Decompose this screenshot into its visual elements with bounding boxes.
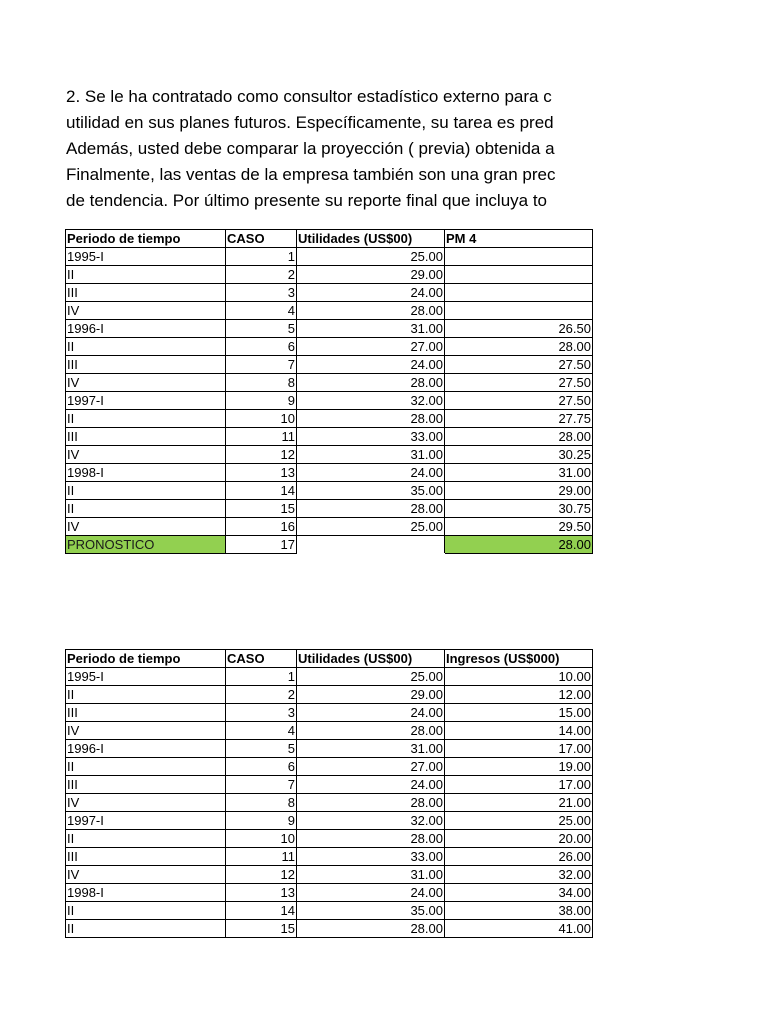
case-cell[interactable]: 13: [226, 464, 297, 482]
profits-cell[interactable]: 25.00: [297, 668, 445, 686]
period-cell[interactable]: III: [66, 284, 226, 302]
profits-cell[interactable]: 32.00: [297, 812, 445, 830]
moving-average-table: [65, 229, 593, 554]
case-cell[interactable]: 15: [226, 920, 297, 938]
profits-cell[interactable]: 31.00: [297, 320, 445, 338]
table-row: [66, 740, 593, 758]
table-row: [66, 392, 593, 410]
revenue-cell[interactable]: 17.00: [445, 776, 593, 794]
period-cell[interactable]: III: [66, 776, 226, 794]
case-cell[interactable]: 4: [226, 722, 297, 740]
revenue-cell[interactable]: 38.00: [445, 902, 593, 920]
case-cell[interactable]: 10: [226, 830, 297, 848]
table-row: [66, 848, 593, 866]
revenue-cell[interactable]: 25.00: [445, 812, 593, 830]
profits-cell[interactable]: 35.00: [297, 482, 445, 500]
pm4-cell[interactable]: 31.00: [445, 464, 593, 482]
forecast-case[interactable]: 17: [226, 536, 297, 554]
pm4-cell[interactable]: 27.50: [445, 374, 593, 392]
case-cell[interactable]: 8: [226, 794, 297, 812]
revenue-cell[interactable]: 10.00: [445, 668, 593, 686]
period-cell[interactable]: 1995-I: [66, 668, 226, 686]
pm4-cell[interactable]: 30.25: [445, 446, 593, 464]
statement-line: Además, usted debe comparar la proyección ( previa) obtenida a: [66, 139, 555, 158]
table-row: [66, 668, 593, 686]
profits-cell[interactable]: 27.00: [297, 338, 445, 356]
revenue-cell[interactable]: 20.00: [445, 830, 593, 848]
table-row: [66, 902, 593, 920]
case-cell[interactable]: 4: [226, 302, 297, 320]
header-period[interactable]: Periodo de tiempo: [66, 230, 226, 248]
table-row: [66, 446, 593, 464]
period-cell[interactable]: III: [66, 428, 226, 446]
problem-statement: [66, 84, 602, 214]
case-cell[interactable]: 7: [226, 356, 297, 374]
table-row: [66, 884, 593, 902]
table-header-row: [66, 230, 593, 248]
header-profits[interactable]: Utilidades (US$00): [297, 230, 445, 248]
header-case[interactable]: CASO: [226, 230, 297, 248]
forecast-profits[interactable]: [297, 536, 445, 554]
case-cell[interactable]: 1: [226, 248, 297, 266]
table-row: [66, 338, 593, 356]
period-cell[interactable]: II: [66, 410, 226, 428]
case-cell[interactable]: 5: [226, 740, 297, 758]
pm4-cell[interactable]: [445, 248, 593, 266]
profits-cell[interactable]: 28.00: [297, 920, 445, 938]
revenue-cell[interactable]: 12.00: [445, 686, 593, 704]
period-cell[interactable]: IV: [66, 446, 226, 464]
header-case[interactable]: CASO: [226, 650, 297, 668]
period-cell[interactable]: 1998-I: [66, 884, 226, 902]
table-row: [66, 410, 593, 428]
case-cell[interactable]: 14: [226, 902, 297, 920]
profits-cell[interactable]: 28.00: [297, 722, 445, 740]
revenue-cell[interactable]: 41.00: [445, 920, 593, 938]
case-cell[interactable]: 9: [226, 392, 297, 410]
period-cell[interactable]: IV: [66, 722, 226, 740]
pm4-cell[interactable]: 27.50: [445, 356, 593, 374]
case-cell[interactable]: 9: [226, 812, 297, 830]
case-cell[interactable]: 6: [226, 758, 297, 776]
table-row: [66, 686, 593, 704]
pm4-cell[interactable]: [445, 284, 593, 302]
pm4-cell[interactable]: 29.00: [445, 482, 593, 500]
period-cell[interactable]: IV: [66, 518, 226, 536]
table-row: [66, 812, 593, 830]
profits-cell[interactable]: 27.00: [297, 758, 445, 776]
revenue-cell[interactable]: 32.00: [445, 866, 593, 884]
profits-cell[interactable]: 31.00: [297, 446, 445, 464]
profits-cell[interactable]: 28.00: [297, 500, 445, 518]
pm4-cell[interactable]: 29.50: [445, 518, 593, 536]
pm4-cell[interactable]: 30.75: [445, 500, 593, 518]
case-cell[interactable]: 14: [226, 482, 297, 500]
statement-line: 2. Se le ha contratado como consultor estadístico externo para c: [66, 87, 552, 106]
forecast-value[interactable]: 28.00: [445, 536, 593, 554]
case-cell[interactable]: 13: [226, 884, 297, 902]
header-profits[interactable]: Utilidades (US$00): [297, 650, 445, 668]
profits-cell[interactable]: 28.00: [297, 794, 445, 812]
revenue-cell[interactable]: 19.00: [445, 758, 593, 776]
case-cell[interactable]: 2: [226, 266, 297, 284]
table-row: [66, 722, 593, 740]
case-cell[interactable]: 2: [226, 686, 297, 704]
period-cell[interactable]: III: [66, 848, 226, 866]
profits-cell[interactable]: 31.00: [297, 740, 445, 758]
profits-cell[interactable]: 29.00: [297, 266, 445, 284]
case-cell[interactable]: 15: [226, 500, 297, 518]
pm4-cell[interactable]: 28.00: [445, 338, 593, 356]
case-cell[interactable]: 11: [226, 848, 297, 866]
statement-line: utilidad en sus planes futuros. Específicamente, su tarea es pred: [66, 113, 554, 132]
table-row: [66, 866, 593, 884]
case-cell[interactable]: 16: [226, 518, 297, 536]
period-cell[interactable]: II: [66, 920, 226, 938]
profits-cell[interactable]: 35.00: [297, 902, 445, 920]
profits-cell[interactable]: 24.00: [297, 284, 445, 302]
profits-cell[interactable]: 25.00: [297, 248, 445, 266]
case-cell[interactable]: 12: [226, 866, 297, 884]
revenue-cell[interactable]: 34.00: [445, 884, 593, 902]
profits-cell[interactable]: 25.00: [297, 518, 445, 536]
period-cell[interactable]: II: [66, 266, 226, 284]
period-cell[interactable]: IV: [66, 374, 226, 392]
table-row: [66, 248, 593, 266]
case-cell[interactable]: 3: [226, 704, 297, 722]
table-row: [66, 356, 593, 374]
table-row: [66, 464, 593, 482]
forecast-label[interactable]: PRONOSTICO: [66, 536, 226, 554]
profits-cell[interactable]: 32.00: [297, 392, 445, 410]
table-row: [66, 758, 593, 776]
table-body: [66, 248, 593, 536]
period-cell[interactable]: 1997-I: [66, 812, 226, 830]
period-cell[interactable]: II: [66, 500, 226, 518]
table-row: [66, 284, 593, 302]
pm4-cell[interactable]: 27.75: [445, 410, 593, 428]
profits-cell[interactable]: 33.00: [297, 848, 445, 866]
forecast-row: [66, 536, 593, 554]
statement-line: de tendencia. Por último presente su reporte final que incluya to: [66, 191, 548, 210]
case-cell[interactable]: 11: [226, 428, 297, 446]
revenue-cell[interactable]: 15.00: [445, 704, 593, 722]
period-cell[interactable]: IV: [66, 302, 226, 320]
revenue-table: [65, 649, 593, 938]
period-cell[interactable]: IV: [66, 794, 226, 812]
revenue-cell[interactable]: 17.00: [445, 740, 593, 758]
period-cell[interactable]: IV: [66, 866, 226, 884]
period-cell[interactable]: II: [66, 902, 226, 920]
table-row: [66, 830, 593, 848]
profits-cell[interactable]: 28.00: [297, 410, 445, 428]
period-cell[interactable]: II: [66, 758, 226, 776]
table-row: [66, 518, 593, 536]
case-cell[interactable]: 8: [226, 374, 297, 392]
profits-cell[interactable]: 24.00: [297, 704, 445, 722]
case-cell[interactable]: 1: [226, 668, 297, 686]
statement-line: Finalmente, las ventas de la empresa también son una gran prec: [66, 165, 556, 184]
table-row: [66, 482, 593, 500]
profits-cell[interactable]: 29.00: [297, 686, 445, 704]
case-cell[interactable]: 7: [226, 776, 297, 794]
case-cell[interactable]: 3: [226, 284, 297, 302]
period-cell[interactable]: II: [66, 338, 226, 356]
period-cell[interactable]: II: [66, 686, 226, 704]
profits-cell[interactable]: 31.00: [297, 866, 445, 884]
table-row: [66, 776, 593, 794]
period-cell[interactable]: 1996-I: [66, 320, 226, 338]
case-cell[interactable]: 10: [226, 410, 297, 428]
table-row: [66, 266, 593, 284]
table-row: [66, 302, 593, 320]
profits-cell[interactable]: 24.00: [297, 884, 445, 902]
pm4-cell[interactable]: 28.00: [445, 428, 593, 446]
profits-cell[interactable]: 28.00: [297, 830, 445, 848]
profits-cell[interactable]: 33.00: [297, 428, 445, 446]
table-row: [66, 794, 593, 812]
period-cell[interactable]: III: [66, 704, 226, 722]
period-cell[interactable]: III: [66, 356, 226, 374]
header-period[interactable]: Periodo de tiempo: [66, 650, 226, 668]
pm4-cell[interactable]: [445, 302, 593, 320]
profits-cell[interactable]: 24.00: [297, 776, 445, 794]
table-body: [66, 668, 593, 938]
table-row: [66, 428, 593, 446]
case-cell[interactable]: 5: [226, 320, 297, 338]
period-cell[interactable]: 1997-I: [66, 392, 226, 410]
period-cell[interactable]: 1996-I: [66, 740, 226, 758]
table-row: [66, 374, 593, 392]
header-revenue[interactable]: Ingresos (US$000): [445, 650, 593, 668]
pm4-cell[interactable]: 27.50: [445, 392, 593, 410]
period-cell[interactable]: II: [66, 482, 226, 500]
profits-cell[interactable]: 24.00: [297, 356, 445, 374]
profits-cell[interactable]: 28.00: [297, 374, 445, 392]
period-cell[interactable]: 1995-I: [66, 248, 226, 266]
profits-cell[interactable]: 28.00: [297, 302, 445, 320]
period-cell[interactable]: II: [66, 830, 226, 848]
revenue-cell[interactable]: 26.00: [445, 848, 593, 866]
table-row: [66, 704, 593, 722]
pm4-cell[interactable]: [445, 266, 593, 284]
table-row: [66, 500, 593, 518]
profits-cell[interactable]: 24.00: [297, 464, 445, 482]
case-cell[interactable]: 12: [226, 446, 297, 464]
table-row: [66, 320, 593, 338]
table-row: [66, 920, 593, 938]
revenue-cell[interactable]: 14.00: [445, 722, 593, 740]
pm4-cell[interactable]: 26.50: [445, 320, 593, 338]
case-cell[interactable]: 6: [226, 338, 297, 356]
period-cell[interactable]: 1998-I: [66, 464, 226, 482]
header-pm4[interactable]: PM 4: [445, 230, 593, 248]
revenue-cell[interactable]: 21.00: [445, 794, 593, 812]
table-header-row: [66, 650, 593, 668]
